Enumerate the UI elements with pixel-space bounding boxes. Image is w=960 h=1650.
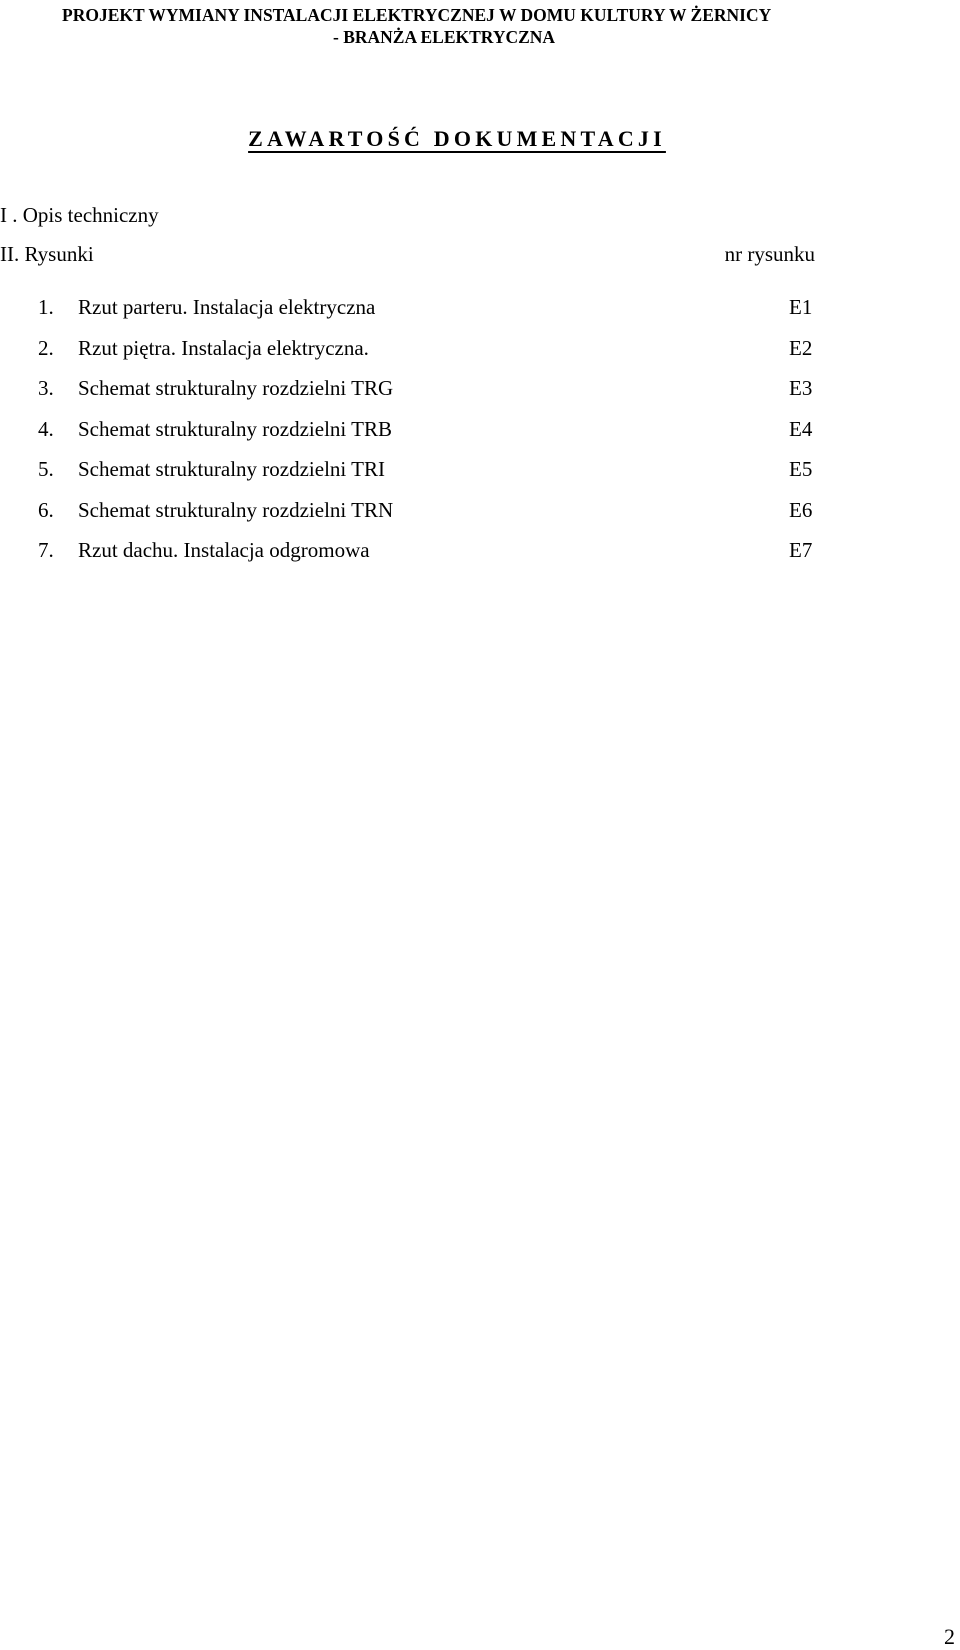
drawing-row [0, 457, 960, 498]
drawing-row [0, 538, 960, 579]
drawing-number-column-header: nr rysunku [724, 242, 815, 266]
drawing-row [0, 498, 960, 539]
drawing-row [0, 417, 960, 458]
drawing-code: E7 [789, 538, 813, 562]
drawing-row [0, 295, 960, 336]
drawing-row [0, 376, 960, 417]
drawing-code: E3 [789, 376, 813, 400]
drawing-title: Schemat strukturalny rozdzielni TRG [78, 376, 394, 400]
drawing-code: E6 [789, 497, 813, 522]
drawing-index: 4. [38, 416, 54, 441]
drawing-code: E4 [789, 416, 813, 441]
drawing-code: E5 [789, 457, 813, 481]
header-discipline: - BRANŻA ELEKTRYCZNA [333, 27, 556, 47]
drawing-index: 7. [38, 538, 54, 562]
drawing-index: 1. [38, 295, 54, 319]
header-project-title: PROJEKT WYMIANY INSTALACJI ELEKTRYCZNEJ W DOMU KULTURY W ŻERNICY [62, 5, 772, 25]
page-number: 2 [944, 1624, 955, 1649]
drawing-code: E1 [789, 295, 813, 319]
document-title: ZAWARTOŚĆ DOKUMENTACJI [248, 126, 666, 151]
drawing-row [0, 336, 960, 377]
drawing-title: Schemat strukturalny rozdzielni TRI [78, 457, 385, 481]
section-drawings: II. Rysunki [0, 242, 94, 266]
drawing-code: E2 [789, 335, 813, 360]
drawing-title: Rzut dachu. Instalacja odgromowa [78, 538, 370, 562]
drawing-list [0, 295, 960, 579]
drawing-title: Rzut piętra. Instalacja elektryczna. [78, 335, 369, 360]
section-technical-description: I . Opis techniczny [0, 203, 159, 227]
drawing-title: Schemat strukturalny rozdzielni TRB [78, 416, 392, 441]
drawing-index: 2. [38, 335, 54, 360]
drawing-index: 6. [38, 497, 54, 522]
document-header [0, 0, 960, 47]
drawing-index: 5. [38, 457, 54, 481]
drawing-title: Schemat strukturalny rozdzielni TRN [78, 497, 394, 522]
drawing-title: Rzut parteru. Instalacja elektryczna [78, 295, 376, 319]
drawing-index: 3. [38, 376, 54, 400]
